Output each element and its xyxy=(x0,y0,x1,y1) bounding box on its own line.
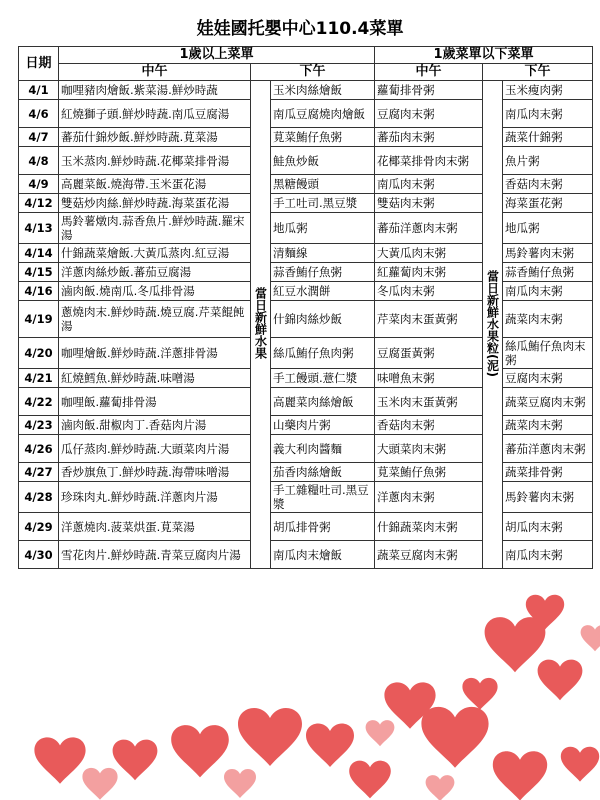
over-1-afternoon-cell: 絲瓜鮪仔魚肉粥 xyxy=(271,338,375,369)
over-1-afternoon-cell: 手工饅頭.薏仁漿 xyxy=(271,369,375,388)
menu-row xyxy=(19,369,593,388)
over-1-noon-cell: 紅燒鱈魚.鮮炒時蔬.味噌湯 xyxy=(59,369,251,388)
date-cell: 4/13 xyxy=(19,213,59,244)
menu-row xyxy=(19,301,593,338)
menu-row xyxy=(19,81,593,100)
over-1-noon-cell: 珍珠肉丸.鮮炒時蔬.洋蔥肉片湯 xyxy=(59,482,251,513)
over-1-afternoon-cell: 黑糖饅頭 xyxy=(271,175,375,194)
menu-row xyxy=(19,213,593,244)
date-cell: 4/20 xyxy=(19,338,59,369)
over-1-fruit-note-text: 當日新鮮水果 xyxy=(253,287,268,359)
header-over-1: 1歲以上菜單 xyxy=(59,47,375,64)
header-under-1: 1歲菜單以下菜單 xyxy=(375,47,593,64)
under-1-afternoon-cell: 蔬菜豆腐肉末粥 xyxy=(503,388,593,416)
date-cell: 4/19 xyxy=(19,301,59,338)
under-1-afternoon-cell: 蔬菜肉末粥 xyxy=(503,416,593,435)
over-1-noon-cell: 高麗菜飯.燒海帶.玉米蛋花湯 xyxy=(59,175,251,194)
under-1-afternoon-cell: 胡瓜肉末粥 xyxy=(503,513,593,541)
under-1-noon-cell: 香菇肉末粥 xyxy=(375,416,483,435)
over-1-afternoon-cell: 紅豆水潤餅 xyxy=(271,282,375,301)
date-cell: 4/28 xyxy=(19,482,59,513)
over-1-noon-cell: 什錦蔬菜燴飯.大黃瓜蒸肉.紅豆湯 xyxy=(59,244,251,263)
over-1-noon-cell: 香炒旗魚丁.鮮炒時蔬.海帶味噌湯 xyxy=(59,463,251,482)
under-1-afternoon-cell: 魚片粥 xyxy=(503,147,593,175)
under-1-noon-cell: 味噌魚末粥 xyxy=(375,369,483,388)
date-cell: 4/22 xyxy=(19,388,59,416)
hearts-decoration xyxy=(0,580,600,800)
date-cell: 4/6 xyxy=(19,100,59,128)
under-1-noon-cell: 什錦蔬菜肉末粥 xyxy=(375,513,483,541)
over-1-afternoon-cell: 地瓜粥 xyxy=(271,213,375,244)
menu-row xyxy=(19,244,593,263)
date-cell: 4/27 xyxy=(19,463,59,482)
over-1-noon-cell: 滷肉飯.甜椒肉丁.香菇肉片湯 xyxy=(59,416,251,435)
over-1-afternoon-cell: 高麗菜肉絲燴飯 xyxy=(271,388,375,416)
under-1-afternoon-cell: 蕃茄洋蔥肉末粥 xyxy=(503,435,593,463)
over-1-noon-cell: 咖哩豬肉燴飯.紫菜湯.鮮炒時蔬 xyxy=(59,81,251,100)
under-1-noon-cell: 蕃茄肉末粥 xyxy=(375,128,483,147)
under-1-noon-cell: 蘿蔔排骨粥 xyxy=(375,81,483,100)
under-1-noon-cell: 雙菇肉末粥 xyxy=(375,194,483,213)
under-1-noon-cell: 紅蘿蔔肉末粥 xyxy=(375,263,483,282)
menu-row xyxy=(19,147,593,175)
under-1-afternoon-cell: 地瓜粥 xyxy=(503,213,593,244)
under-1-afternoon-cell: 南瓜肉末粥 xyxy=(503,541,593,569)
header-over-1-afternoon: 下午 xyxy=(251,64,375,81)
over-1-fruit-note xyxy=(251,81,271,569)
under-1-noon-cell: 大黃瓜肉末粥 xyxy=(375,244,483,263)
heart-icon xyxy=(426,775,455,800)
date-cell: 4/29 xyxy=(19,513,59,541)
under-1-afternoon-cell: 南瓜肉末粥 xyxy=(503,100,593,128)
date-cell: 4/9 xyxy=(19,175,59,194)
under-1-afternoon-cell: 蔬菜排骨粥 xyxy=(503,463,593,482)
under-1-noon-cell: 洋蔥肉末粥 xyxy=(375,482,483,513)
menu-row xyxy=(19,100,593,128)
under-1-afternoon-cell: 蔬菜什錦粥 xyxy=(503,128,593,147)
heart-icon xyxy=(462,678,497,710)
date-cell: 4/12 xyxy=(19,194,59,213)
under-1-noon-cell: 南瓜肉末粥 xyxy=(375,175,483,194)
under-1-noon-cell: 芹菜肉末蛋黃粥 xyxy=(375,301,483,338)
menu-row xyxy=(19,463,593,482)
menu-row xyxy=(19,263,593,282)
menu-row xyxy=(19,282,593,301)
header-over-1-noon: 中午 xyxy=(59,64,251,81)
over-1-afternoon-cell: 胡瓜排骨粥 xyxy=(271,513,375,541)
under-1-afternoon-cell: 馬鈴薯肉末粥 xyxy=(503,482,593,513)
over-1-afternoon-cell: 義大利肉醬麵 xyxy=(271,435,375,463)
menu-row xyxy=(19,435,593,463)
menu-row xyxy=(19,338,593,369)
menu-row xyxy=(19,482,593,513)
under-1-noon-cell: 莧菜鮪仔魚粥 xyxy=(375,463,483,482)
menu-table xyxy=(18,46,593,569)
over-1-noon-cell: 蔥燒肉末.鮮炒時蔬.燒豆腐.芹菜餛飩湯 xyxy=(59,301,251,338)
under-1-afternoon-cell: 蒜香鮪仔魚粥 xyxy=(503,263,593,282)
under-1-afternoon-cell: 海菜蛋花粥 xyxy=(503,194,593,213)
menu-body xyxy=(19,81,593,569)
over-1-afternoon-cell: 什錦肉絲炒飯 xyxy=(271,301,375,338)
under-1-afternoon-cell: 玉米瘦肉粥 xyxy=(503,81,593,100)
header-under-1-afternoon: 下午 xyxy=(483,64,593,81)
heart-icon xyxy=(581,625,600,651)
heart-icon xyxy=(224,769,256,798)
date-cell: 4/7 xyxy=(19,128,59,147)
under-1-afternoon-cell: 南瓜肉末粥 xyxy=(503,282,593,301)
header-under-1-noon: 中午 xyxy=(375,64,483,81)
over-1-afternoon-cell: 手工雜糧吐司.黑豆漿 xyxy=(271,482,375,513)
over-1-afternoon-cell: 南瓜肉末燴飯 xyxy=(271,541,375,569)
heart-icon xyxy=(366,720,395,746)
under-1-afternoon-cell: 馬鈴薯肉末粥 xyxy=(503,244,593,263)
over-1-afternoon-cell: 蒜香鮪仔魚粥 xyxy=(271,263,375,282)
date-cell: 4/21 xyxy=(19,369,59,388)
menu-row xyxy=(19,388,593,416)
under-1-afternoon-cell: 絲瓜鮪仔魚肉末粥 xyxy=(503,338,593,369)
under-1-noon-cell: 蔬菜豆腐肉末粥 xyxy=(375,541,483,569)
under-1-afternoon-cell: 香菇肉末粥 xyxy=(503,175,593,194)
over-1-afternoon-cell: 茄香肉絲燴飯 xyxy=(271,463,375,482)
heart-icon xyxy=(421,707,488,768)
heart-icon xyxy=(171,725,229,777)
date-cell: 4/26 xyxy=(19,435,59,463)
menu-row xyxy=(19,194,593,213)
under-1-afternoon-cell: 豆腐肉末粥 xyxy=(503,369,593,388)
over-1-afternoon-cell: 山藥肉片粥 xyxy=(271,416,375,435)
menu-row xyxy=(19,175,593,194)
under-1-noon-cell: 大頭菜肉末粥 xyxy=(375,435,483,463)
under-1-afternoon-cell: 蔬菜肉末粥 xyxy=(503,301,593,338)
heart-icon xyxy=(306,723,354,767)
over-1-noon-cell: 雙菇炒肉絲.鮮炒時蔬.海菜蛋花湯 xyxy=(59,194,251,213)
over-1-noon-cell: 咖哩飯.蘿蔔排骨湯 xyxy=(59,388,251,416)
over-1-afternoon-cell: 玉米肉絲燴飯 xyxy=(271,81,375,100)
menu-row xyxy=(19,541,593,569)
date-cell: 4/1 xyxy=(19,81,59,100)
menu-row xyxy=(19,513,593,541)
date-cell: 4/15 xyxy=(19,263,59,282)
over-1-afternoon-cell: 清麵線 xyxy=(271,244,375,263)
under-1-noon-cell: 冬瓜肉末粥 xyxy=(375,282,483,301)
date-cell: 4/14 xyxy=(19,244,59,263)
over-1-afternoon-cell: 莧菜鮪仔魚粥 xyxy=(271,128,375,147)
over-1-noon-cell: 紅燒獅子頭.鮮炒時蔬.南瓜豆腐湯 xyxy=(59,100,251,128)
over-1-afternoon-cell: 南瓜豆腐燒肉燴飯 xyxy=(271,100,375,128)
date-cell: 4/8 xyxy=(19,147,59,175)
over-1-noon-cell: 滷肉飯.燒南瓜.冬瓜排骨湯 xyxy=(59,282,251,301)
over-1-noon-cell: 雪花肉片.鮮炒時蔬.青菜豆腐肉片湯 xyxy=(59,541,251,569)
over-1-noon-cell: 玉米蒸肉.鮮炒時蔬.花椰菜排骨湯 xyxy=(59,147,251,175)
page-title: 娃娃國托嬰中心110.4菜單 xyxy=(196,19,404,39)
under-1-noon-cell: 豆腐蛋黃粥 xyxy=(375,338,483,369)
menu-row xyxy=(19,416,593,435)
heart-icon xyxy=(82,768,117,800)
over-1-afternoon-cell: 鮭魚炒飯 xyxy=(271,147,375,175)
over-1-noon-cell: 咖哩燴飯.鮮炒時蔬.洋蔥排骨湯 xyxy=(59,338,251,369)
heart-icon xyxy=(561,747,599,782)
heart-icon xyxy=(538,660,583,701)
heart-icon xyxy=(34,737,85,783)
under-1-noon-cell: 玉米肉末蛋黃粥 xyxy=(375,388,483,416)
under-1-noon-cell: 花椰菜排骨肉末粥 xyxy=(375,147,483,175)
over-1-noon-cell: 蕃茄什錦炒飯.鮮炒時蔬.莧菜湯 xyxy=(59,128,251,147)
under-1-fruit-note-text: 當日新鮮水果粒(泥) xyxy=(485,269,500,377)
under-1-noon-cell: 豆腐肉末粥 xyxy=(375,100,483,128)
menu-row xyxy=(19,128,593,147)
over-1-noon-cell: 洋蔥燒肉.菠菜烘蛋.莧菜湯 xyxy=(59,513,251,541)
heart-icon xyxy=(493,751,547,800)
heart-icon xyxy=(485,617,546,672)
over-1-noon-cell: 洋蔥肉絲炒飯.蕃茄豆腐湯 xyxy=(59,263,251,282)
over-1-noon-cell: 馬鈴薯燉肉.蒜香魚片.鮮炒時蔬.羅宋湯 xyxy=(59,213,251,244)
date-cell: 4/16 xyxy=(19,282,59,301)
under-1-fruit-note xyxy=(483,81,503,569)
heart-icon xyxy=(113,740,158,781)
heart-icon xyxy=(238,708,302,766)
header-date: 日期 xyxy=(19,47,59,81)
under-1-noon-cell: 蕃茄洋蔥肉末粥 xyxy=(375,213,483,244)
over-1-noon-cell: 瓜仔蒸肉.鮮炒時蔬.大頭菜肉片湯 xyxy=(59,435,251,463)
over-1-afternoon-cell: 手工吐司.黑豆漿 xyxy=(271,194,375,213)
date-cell: 4/30 xyxy=(19,541,59,569)
heart-icon xyxy=(349,761,391,799)
date-cell: 4/23 xyxy=(19,416,59,435)
